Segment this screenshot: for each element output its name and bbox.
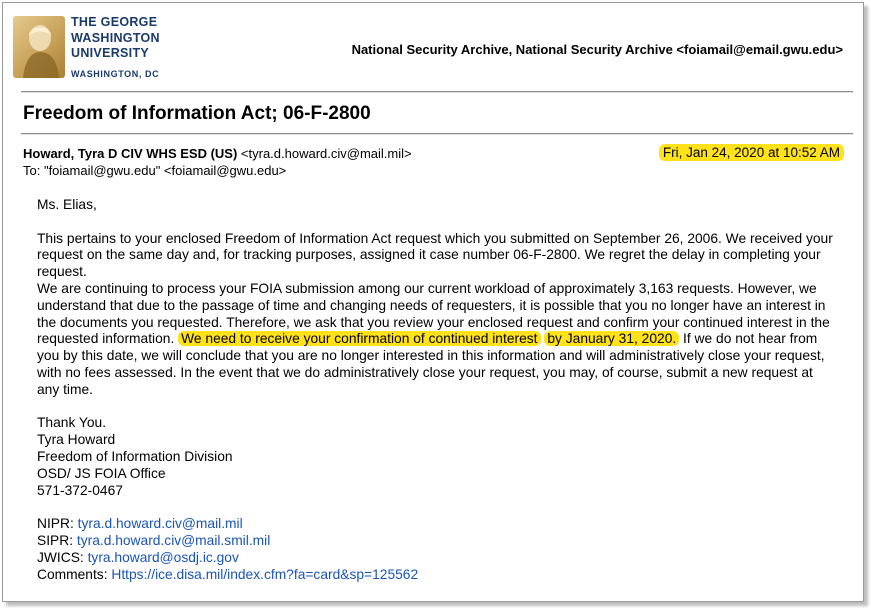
signature-phone: 571-372-0467 (37, 482, 123, 498)
comments-url-link[interactable]: Https://ice.disa.mil/index.cfm?fa=card&sp=125562 (111, 566, 419, 582)
university-name (71, 15, 166, 62)
logo-line-2: WASHINGTON (71, 30, 160, 45)
paragraph-2-end: If we do not hear from you by this date, we will conclude that you are no longer interested in this information and will administratively close your request, with no fees assessed. In the event that we do administratively close your request, you may, of course, submit a new request at any time. (37, 331, 825, 397)
highlighted-deadline-2: by January 31, 2020. (544, 331, 679, 346)
gwu-logo (13, 13, 163, 83)
sender-name: Howard, Tyra D CIV WHS ESD (US) (23, 146, 238, 161)
email-subject: Freedom of Information Act; 06-F-2800 (23, 103, 371, 124)
jwics-email-link[interactable]: tyra.howard@osdj.ic.gov (87, 549, 239, 565)
paragraph-2-start: We are continuing to process your FOIA submission among our current workload of approximately 3,163 requests. However, we understand that due to the passage of time and changing needs of requesters, it is possible that you no longer have an interest in the documents you requested. Therefore, we ask that you review your enclosed request and confirm your continued interest in the requested information. (37, 280, 830, 347)
signature-division: Freedom of Information Division (37, 448, 233, 464)
signature-office: OSD/ JS FOIA Office (37, 465, 166, 481)
from-line (23, 146, 412, 161)
logo-line-3: UNIVERSITY (71, 46, 150, 60)
jwics-label: JWICS: (37, 549, 88, 565)
closing: Thank You. (37, 415, 107, 431)
greeting: Ms. Elias, (37, 197, 97, 212)
sipr-label: SIPR: (37, 532, 77, 548)
signature-name: Tyra Howard (37, 432, 116, 448)
sipr-line (37, 533, 837, 550)
email-print-frame (2, 2, 864, 602)
comments-line (37, 567, 837, 584)
paragraph-2 (37, 281, 837, 399)
email-body (37, 197, 837, 583)
account-header: National Security Archive, National Security Archive <foiamail@email.gwu.edu> (351, 42, 843, 57)
comments-label: Comments: (37, 566, 112, 582)
gw-seal-portrait-icon (13, 16, 65, 78)
highlighted-deadline-1: We need to receive your confirmation of continued interest (178, 331, 540, 346)
logo-place: WASHINGTON, DC (71, 69, 160, 79)
sipr-email-link[interactable]: tyra.d.howard.civ@mail.smil.mil (76, 532, 271, 548)
divider (21, 91, 853, 93)
sender-address: <tyra.d.howard.civ@mail.mil> (240, 146, 412, 161)
email-date: Fri, Jan 24, 2020 at 10:52 AM (659, 144, 844, 161)
to-line: To: "foiamail@gwu.edu" <foiamail@gwu.edu> (23, 163, 287, 178)
nipr-line (37, 516, 837, 533)
nipr-label: NIPR: (37, 516, 78, 532)
logo-line-1: THE GEORGE (71, 15, 158, 29)
nipr-email-link[interactable]: tyra.d.howard.civ@mail.mil (77, 516, 243, 532)
paragraph-1: This pertains to your enclosed Freedom of Information Act request which you submitted on September 26, 2006. We received your request on the same day and, for tracking purposes, assigned it case number 06-F-2800. We regret the delay in completing your request. (37, 230, 833, 280)
jwics-line (37, 550, 837, 567)
divider (21, 133, 853, 135)
